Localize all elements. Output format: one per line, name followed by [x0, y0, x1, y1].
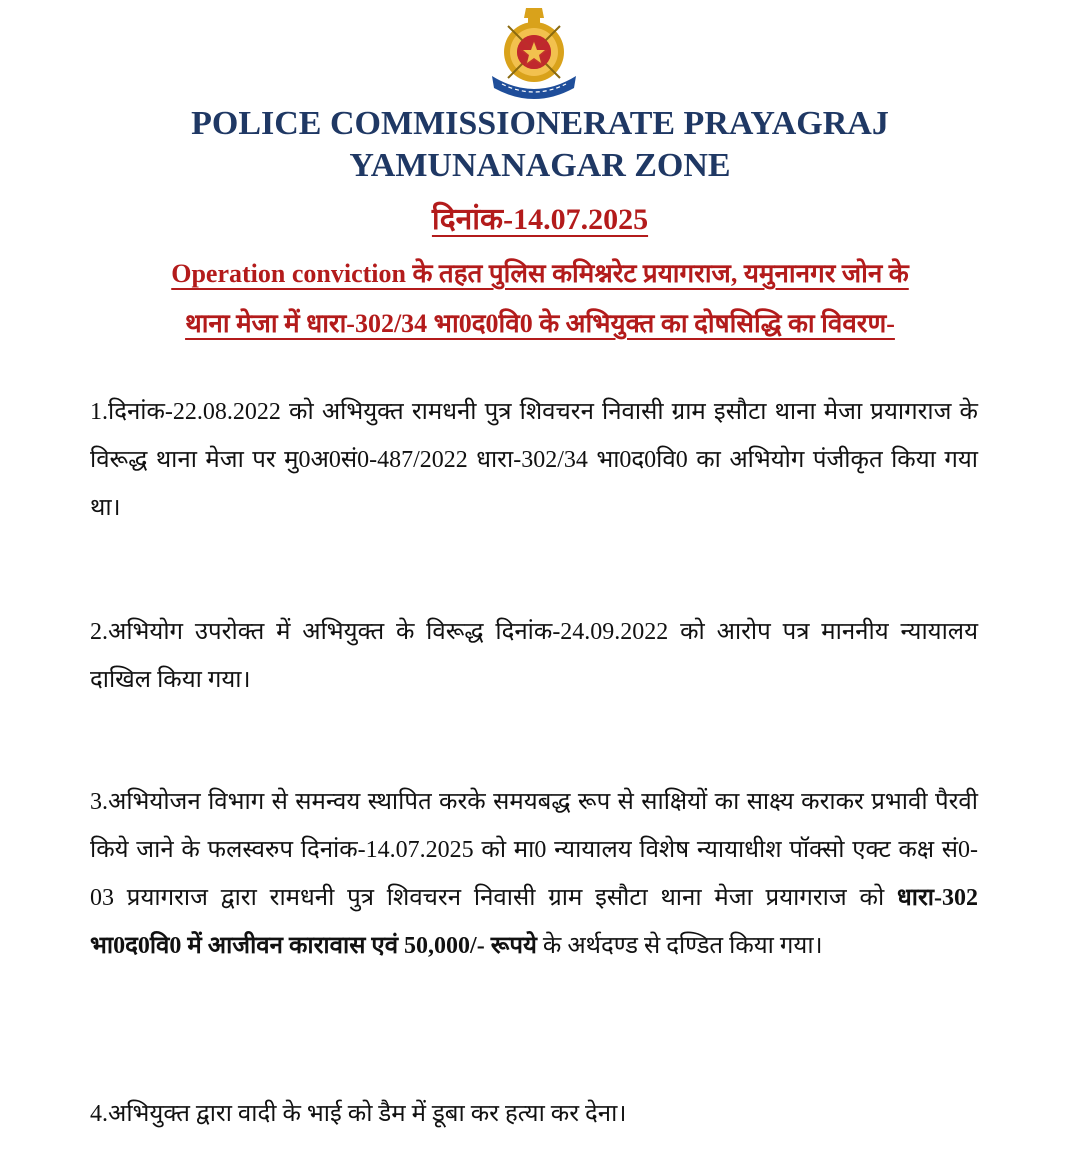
org-name-line2: YAMUNANAGAR ZONE	[349, 147, 731, 184]
up-police-emblem-icon	[488, 4, 580, 100]
paragraph-3-sentence: धारा-302 भा0द0वि0 में आजीवन कारावास एवं 50,000/- रूपये	[90, 885, 978, 959]
subject-heading-text1: Operation conviction के तहत पुलिस कमिश्नरेट प्रयागराज, यमुनानगर जोन के	[171, 259, 909, 288]
subject-heading-text2: थाना मेजा में धारा-302/34 भा0द0वि0 के अभियुक्त का दोषसिद्धि का विवरण-	[185, 309, 895, 338]
subject-heading-line1	[0, 254, 1080, 294]
paragraph-3-start: 3.अभियोजन विभाग से समन्वय स्थापित करके समयबद्ध रूप से साक्षियों का साक्ष्य कराकर प्रभावी पैरवी किये जाने के फलस्वरुप दिनांक-14.07.2025 को मा0 न्यायालय विशेष न्यायाधीश पॉक्सो एक्ट कक्ष सं0-03 प्रयागराज द्वारा रामधनी पुत्र शिवचरन निवासी ग्राम इसौटा थाना मेजा प्रयागराज को	[90, 789, 978, 911]
org-name-line1: POLICE COMMISSIONERATE PRAYAGRAJ	[191, 105, 889, 142]
date-text: दिनांक-14.07.2025	[431, 203, 649, 236]
paragraph-2: 2.अभियोग उपरोक्त में अभियुक्त के विरूद्ध दिनांक-24.09.2022 को आरोप पत्र माननीय न्यायालय दाखिल किया गया।	[90, 619, 978, 693]
paragraph-3-end: के अर्थदण्ड से दण्डित किया गया।	[536, 933, 823, 959]
paragraph-4: 4.अभियुक्त द्वारा वादी के भाई को डैम में डूबा कर हत्या कर देना।	[90, 1101, 627, 1127]
paragraph-1: 1.दिनांक-22.08.2022 को अभियुक्त रामधनी पुत्र शिवचरन निवासी ग्राम इसौटा थाना मेजा प्रयागराज के विरूद्ध थाना मेजा पर मु0अ0सं0-487/2022 धारा-302/34 भा0द0वि0 का अभियोग पंजीकृत किया गया था।	[90, 399, 978, 521]
date-heading	[0, 200, 1080, 240]
paragraph-3	[90, 778, 978, 970]
subject-heading-line2	[0, 304, 1080, 344]
